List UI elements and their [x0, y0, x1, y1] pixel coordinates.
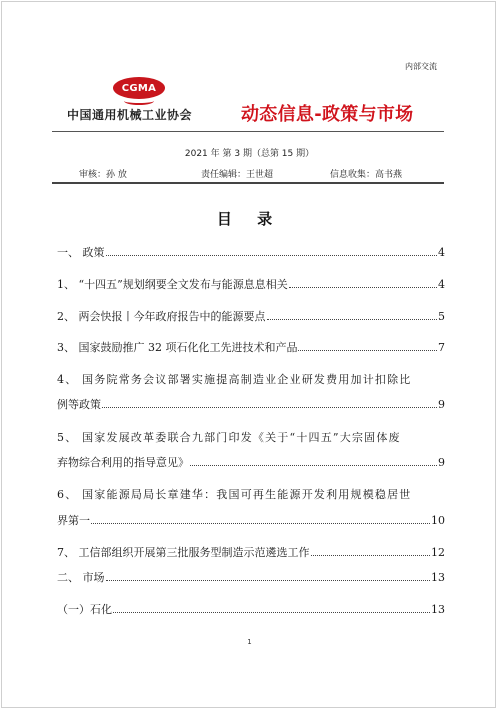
toc-page-number: 5	[438, 310, 445, 323]
toc-page-number: 13	[431, 571, 445, 584]
toc-entry[interactable]	[57, 309, 445, 324]
toc-entry[interactable]	[57, 513, 445, 528]
reviewer: 审核：孙 放	[79, 170, 127, 180]
toc-leader	[311, 545, 431, 556]
toc-leader	[106, 570, 431, 581]
toc-entry-label: 一、 政策	[57, 246, 105, 259]
toc-leader	[267, 309, 438, 320]
toc-page-number: 10	[431, 514, 445, 527]
internal-circulation-label: 内部交流	[405, 62, 437, 71]
toc-leader	[298, 340, 437, 351]
toc-page-number: 4	[438, 278, 445, 291]
toc-page-number: 9	[438, 398, 445, 411]
toc-entry-label: 二、 市场	[57, 571, 105, 584]
toc-entry[interactable]	[57, 455, 445, 470]
info-collector: 信息收集：高书燕	[330, 170, 403, 180]
toc-leader	[102, 397, 437, 408]
toc-entry-label: 3、 国家鼓励推广 32 项石化化工先进技术和产品	[57, 341, 298, 354]
toc-title: 目 录	[216, 210, 283, 228]
page-number: 1	[247, 638, 252, 646]
toc-leader	[289, 277, 437, 288]
toc-entry-label: 弃物综合利用的指导意见》	[57, 456, 189, 469]
toc-entry[interactable]	[57, 570, 445, 585]
toc-entry-label: 例等政策	[57, 398, 101, 411]
cgma-logo	[113, 77, 165, 99]
toc-entry-line1[interactable]: 6、 国家能源局局长章建华：我国可再生能源开发利用规模稳居世	[57, 488, 412, 501]
cgma-logo-text: CGMA	[121, 82, 157, 94]
toc-entry[interactable]	[57, 545, 445, 560]
toc-page-number: 9	[438, 456, 445, 469]
toc-entry-line1[interactable]: 5、 国家发展改革委联合九部门印发《关于“十四五”大宗固体废	[57, 431, 401, 444]
toc-page-number: 4	[438, 246, 445, 259]
toc-leader	[190, 455, 437, 466]
newsletter-title: 动态信息-政策与市场	[241, 104, 414, 125]
toc-entry[interactable]	[57, 397, 445, 412]
toc-entry[interactable]	[57, 277, 445, 292]
toc-leader	[91, 513, 430, 524]
toc-page-number: 13	[431, 603, 445, 616]
masthead-divider	[52, 182, 444, 184]
toc-entry-label: 界第一	[57, 514, 90, 527]
editor: 责任编辑：王世超	[201, 170, 274, 180]
issue-number: 2021 年 第 3 期（总第 15 期）	[184, 149, 315, 159]
toc-leader	[106, 245, 438, 256]
header-divider	[52, 131, 444, 132]
toc-entry-label: 2、 两会快报丨今年政府报告中的能源要点	[57, 310, 266, 323]
toc-page-number: 7	[438, 341, 445, 354]
toc-page-number: 12	[431, 546, 445, 559]
toc-entry[interactable]	[57, 602, 445, 617]
toc-entry-label: （一）石化	[57, 603, 112, 616]
toc-leader	[113, 602, 430, 613]
toc-entry[interactable]	[57, 245, 445, 260]
association-name: 中国通用机械工业协会	[67, 108, 193, 122]
logo-swoosh	[124, 97, 154, 105]
toc-entry[interactable]	[57, 340, 445, 355]
toc-entry-line1[interactable]: 4、 国务院常务会议部署实施提高制造业企业研发费用加计扣除比	[57, 373, 412, 386]
toc-entry-label: 1、 “十四五”规划纲要全文发布与能源息息相关	[57, 278, 288, 291]
toc-entry-label: 7、 工信部组织开展第三批服务型制造示范遴选工作	[57, 546, 310, 559]
